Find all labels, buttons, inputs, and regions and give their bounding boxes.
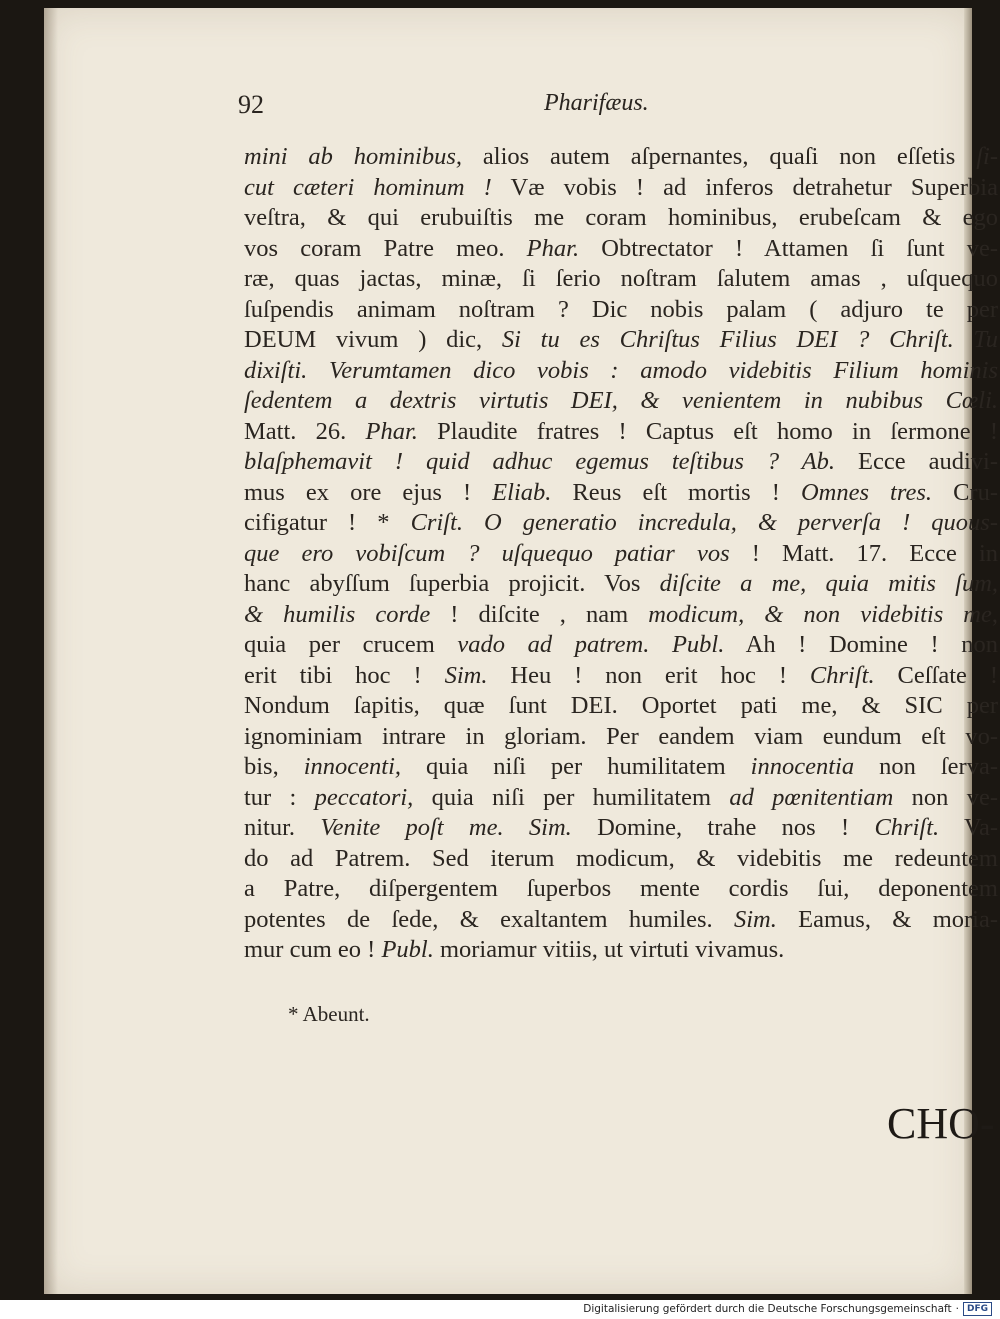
text-line [244, 264, 998, 295]
text-line [244, 203, 998, 234]
text-segment: Obtrectator ! Attamen ſi ſunt ve- [579, 234, 998, 262]
text-line [244, 447, 998, 478]
text-segment: Reus eſt mortis ! [551, 478, 801, 506]
text-line [244, 600, 998, 631]
text-segment: quia per crucem [244, 631, 458, 658]
text-segment: Domine, trahe nos ! [571, 814, 875, 841]
italic-text-segment: vado ad patrem. Publ. [457, 631, 725, 658]
credit-separator: · [955, 1303, 959, 1315]
text-line [244, 569, 998, 600]
italic-text-segment: modicum, & non videbitis me [648, 600, 992, 628]
text-segment: quia niſi per humilitatem [413, 783, 730, 811]
text-line [244, 142, 998, 173]
italic-text-segment: blaſphemavit ! quid adhuc egemus teſtibus ? Ab. [244, 448, 836, 475]
text-segment: Heu ! non erit hoc ! [487, 661, 810, 689]
italic-text-segment: Si tu es Chriſtus Filius DEI ? Chriſt. Tu [501, 326, 999, 353]
text-line [244, 234, 998, 265]
text-segment: Va- [939, 814, 999, 841]
italic-text-segment: Phar. [365, 417, 418, 445]
italic-text-segment: mini ab hominibus, [244, 143, 463, 170]
italic-text-segment: Sim. [444, 661, 488, 689]
text-segment: non ve- [893, 783, 998, 811]
text-segment: ! diſcite , nam [430, 600, 649, 628]
italic-text-segment: Sim. [733, 905, 777, 933]
text-line [244, 356, 998, 387]
italic-text-segment: Criſt. O generatio incredula, & perverſa ! quous- [410, 509, 999, 536]
text-segment: a Patre, diſpergentem ſuperbos mente cordis ſui, deponentem [244, 875, 998, 902]
italic-text-segment: ſedentem a dextris virtutis DEI, & venientem in nubibus Cœli. [244, 387, 998, 414]
text-line [244, 691, 998, 722]
text-segment: moriamur vitiis, ut virtuti vivamus. [433, 936, 785, 963]
text-line [244, 630, 998, 661]
italic-text-segment: diſcite a me, quia mitis ſum, [659, 570, 999, 597]
italic-text-segment: Chriſt. [809, 661, 875, 689]
text-line [244, 722, 998, 753]
text-segment: Nondum ſapitis, quæ ſunt DEI. Oportet pati me, & SIC per [244, 692, 998, 719]
text-line [244, 874, 998, 905]
text-line [244, 478, 998, 509]
italic-text-segment: ſi- [976, 143, 998, 170]
catchword: CHO- [887, 1099, 995, 1148]
italic-text-segment: cut cæteri hominum ! [244, 173, 492, 201]
text-line [244, 539, 998, 570]
text-segment: ! Matt. 17. Ecce in [729, 539, 999, 567]
text-segment: Cru- [932, 478, 998, 506]
text-segment: erit tibi hoc ! [244, 661, 445, 689]
body-text [244, 142, 998, 966]
text-line [244, 905, 998, 936]
text-segment: non ſerva- [854, 753, 998, 780]
italic-text-segment: Eliab. [492, 478, 552, 506]
italic-text-segment: Omnes tres. [800, 478, 933, 506]
binding-shadow [44, 8, 58, 1294]
book-page [44, 8, 999, 1294]
italic-text-segment: Phar. [526, 234, 580, 262]
text-segment: Ceſſate ! [874, 661, 999, 689]
text-line [244, 417, 998, 448]
text-line [244, 325, 998, 356]
italic-text-segment: Chriſt. [874, 814, 940, 841]
text-segment: vos coram Patre meo. [244, 234, 527, 262]
text-segment: , [991, 600, 998, 628]
text-segment: Væ vobis ! ad inferos detrahetur Superbia [491, 173, 998, 201]
text-line [244, 508, 998, 539]
text-line [244, 661, 998, 692]
text-line [244, 295, 998, 326]
text-segment: alios autem aſpernantes, quaſi non eſſetis [462, 143, 977, 170]
text-segment: Eamus, & moria- [776, 905, 999, 933]
italic-text-segment: peccatori, [314, 783, 414, 811]
italic-text-segment: & humilis corde [244, 600, 431, 628]
text-line [244, 173, 998, 204]
text-line [244, 783, 998, 814]
text-segment: ignominiam intrare in gloriam. Per eandem viam eundum eſt vo- [244, 722, 998, 750]
text-segment: tur : [244, 783, 315, 811]
text-segment: Ah ! Domine ! non [724, 631, 999, 658]
italic-text-segment: innocenti, [303, 753, 402, 780]
page-number: 92 [238, 90, 264, 119]
text-segment: mur cum eo ! [244, 936, 382, 963]
text-segment: ræ, quas jactas, minæ, ſi ſerio noſtram ſalutem amas , uſquequo [244, 265, 998, 292]
text-segment: potentes de ſede, & exaltantem humiles. [244, 905, 734, 933]
text-segment: ſuſpendis animam noſtram ? Dic nobis palam ( adjuro te per [244, 295, 998, 323]
credit-text: Digitalisierung gefördert durch die Deutsche Forschungsgemeinschaft [583, 1303, 952, 1315]
text-line [244, 752, 998, 783]
text-segment: Ecce audivi- [835, 448, 998, 475]
digitization-credit [583, 1302, 992, 1316]
footnote: * Abeunt. [288, 1002, 370, 1026]
text-line [244, 813, 998, 844]
text-segment: do ad Patrem. Sed iterum modicum, & videbitis me redeuntem [244, 844, 998, 872]
text-segment: DEUM vivum ) dic, [244, 326, 502, 353]
page-header [194, 90, 714, 130]
italic-text-segment: innocentia [750, 753, 855, 780]
italic-text-segment: Publ. [381, 936, 434, 963]
text-segment: cifigatur ! * [244, 509, 411, 536]
text-segment: hanc abyſſum ſuperbia projicit. Vos [244, 570, 660, 597]
text-segment: mus ex ore ejus ! [244, 478, 493, 506]
text-segment: veſtra, & qui erubuiſtis me coram hominibus, erubeſcam & ego [244, 204, 998, 231]
italic-text-segment: Venite poſt me. Sim. [320, 814, 572, 841]
text-segment: nitur. [244, 814, 321, 841]
text-segment: Plaudite fratres ! Captus eſt homo in ſermone ! [417, 417, 998, 445]
text-segment: quia niſi per humilitatem [401, 753, 751, 780]
text-line [244, 386, 998, 417]
text-line [244, 844, 998, 875]
italic-text-segment: dixiſti. Verumtamen dico vobis : amodo videbitis Filium hominis [244, 356, 998, 384]
text-line [244, 935, 998, 966]
text-segment: Matt. 26. [244, 417, 366, 445]
dfg-logo-icon: DFG [963, 1302, 992, 1316]
text-segment: bis, [244, 753, 304, 780]
italic-text-segment: que ero vobiſcum ? uſquequo patiar vos [244, 539, 730, 567]
running-head: Pharifæus. [544, 90, 649, 116]
italic-text-segment: ad pœnitentiam [729, 783, 894, 811]
